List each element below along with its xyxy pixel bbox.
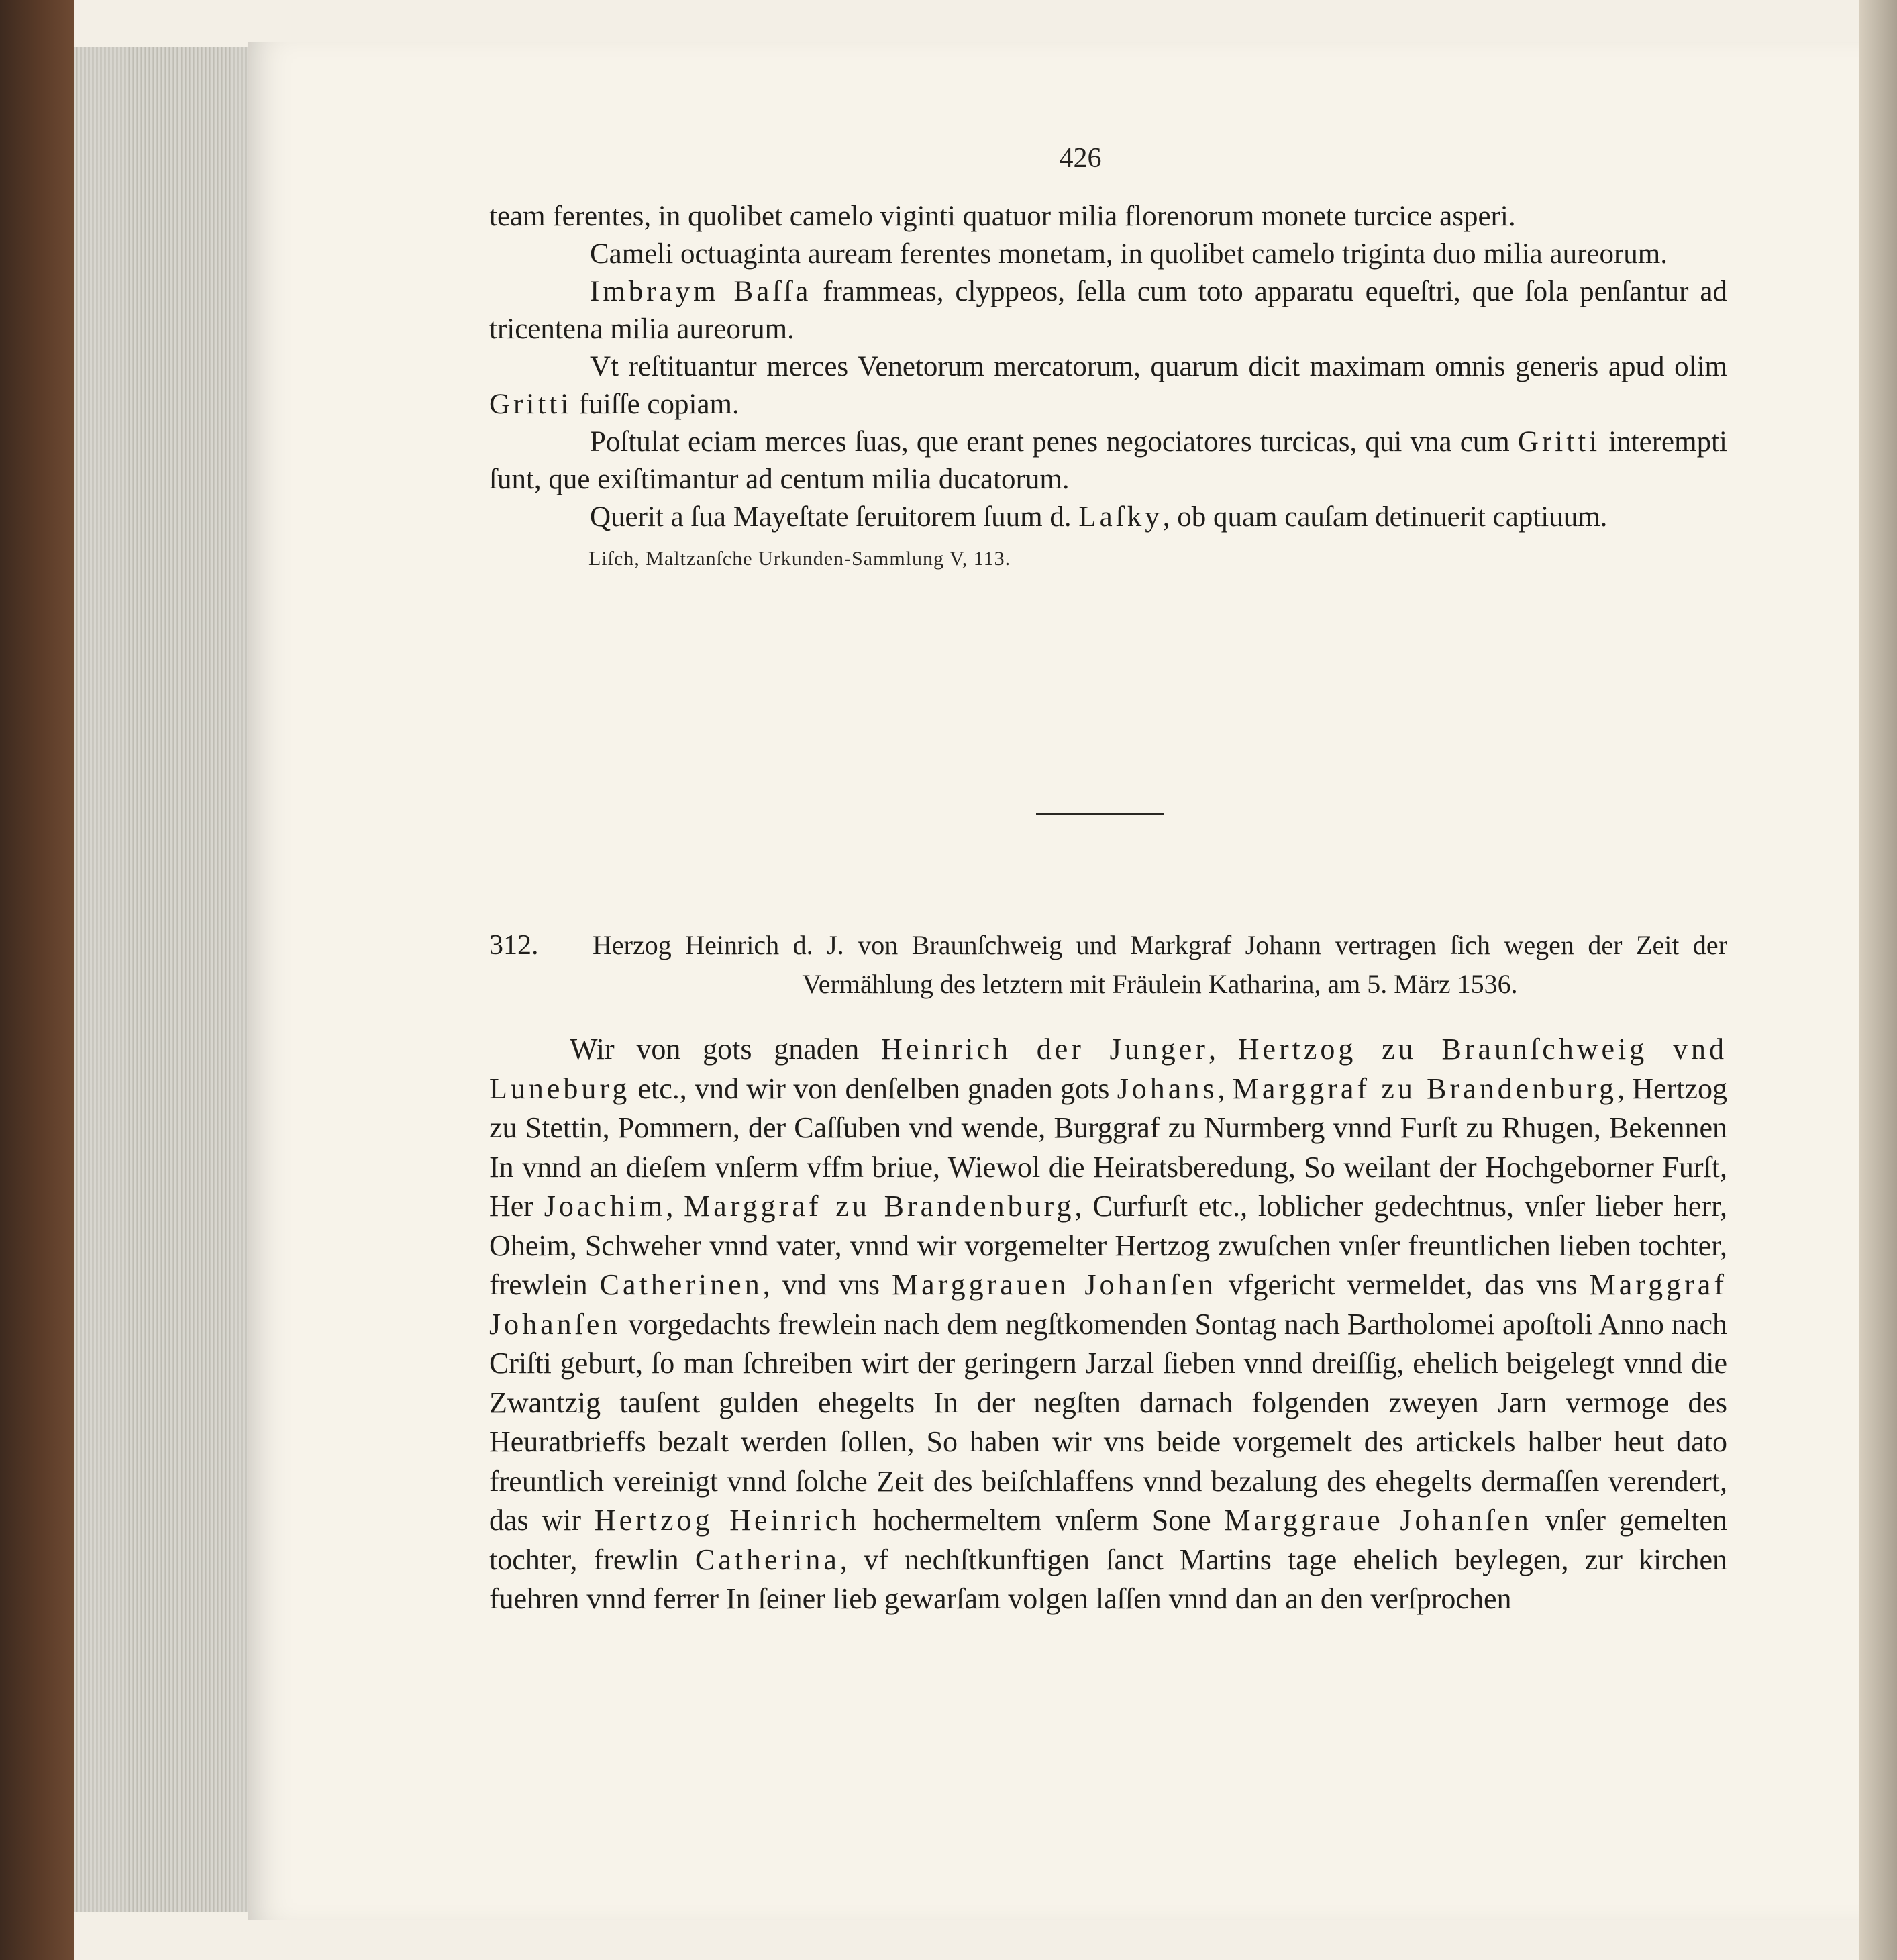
body-paragraph: Wir von gots gnaden Heinrich der Junger, Hertzog zu Braunſchweig vnd Luneburg etc., vnd wir von denſelben gnaden gots Johans, Marggraf zu Brandenburg, Hertzog zu Stettin, Pommern, der Caſſuben vnd wende, Burggraf zu Nurmberg vnnd Furſt zu Rhugen, Bekennen In vnnd an dieſem vnſerm vffm briue, Wiewol die Heiratsberedung, So weilant der Hochgeborner Furſt, Her Joachim, Marggraf zu Brandenburg, Curfurſt etc., loblicher gedechtnus, vnſer lieber herr, Oheim, Schweher vnnd vater, vnnd wir vorgemelter Hertzog zwuſchen vnſer freuntlichen lieben tochter, frewlein Catherinen, vnd vns Marggrauen Johanſen vfgericht vermeldet, das vns Marggraf Johanſen vorgedachts frewlein nach dem negſtkomenden Sontag nach Bartholomei apoſtoli Anno nach Criſti geburt, ſo man ſchreiben wirt der geringern Jarzal ſieben vnnd dreiſſig, ehelich beigelegt vnnd die Zwantzig tauſent gulden ehegelts In der negſten darnach folgenden zweyen Jarn vermoge des Heuratbrieffs bezalt werden ſollen, So haben wir vns beide vorgemelt des artickels halber heut dato freuntlich vereinigt vnnd ſolche Zeit des beiſchlaffens vnnd bezalung des ehegelts dermaſſen verendert, das wir Hertzog Heinrich hochermeltem vnſerm Sone Marggraue Johanſen vnſer gemelten tochter, frewlin Catherina, vf nechſtkunftigen ſanct Martins tage ehelich beylegen, zur kirchen fuehren vnnd ferrer In ſeiner lieb gewarſam volgen laſſen vnnd dan an den verſprochen — [489, 1033, 1728, 1615]
page-stack-edges — [74, 47, 248, 1912]
document-title: Herzog Heinrich d. J. von Braunſchweig und Markgraf Johann vertragen ſich wegen der Zeit der Vermählung des letztern mit Fräulein Katharina, am 5. März 1536. — [593, 930, 1727, 999]
spaced-name: Laſky — [1078, 501, 1163, 533]
spaced-name: Heinrich der Junger — [881, 1033, 1209, 1066]
spaced-name: Marggraf zu Brandenburg — [1232, 1072, 1618, 1105]
spaced-name: Marggraue Johanſen — [1224, 1504, 1532, 1537]
paragraph: Poſtulat eciam merces ſuas, que erant penes negociatores turcicas, qui vna cum Gritti interempti ſunt, que exiſtimantur ad centum milia ducatorum. — [489, 426, 1727, 495]
spaced-name: Marggraf Johanſen — [489, 1268, 1727, 1341]
paragraph: Cameli octuaginta auream ferentes monetam, in quolibet camelo triginta duo milia aureorum. — [590, 238, 1668, 270]
spaced-name: Hertzog Heinrich — [594, 1504, 860, 1537]
spaced-name: Hertzog zu Braunſchweig vnd Luneburg — [489, 1033, 1728, 1105]
paragraph: Imbraym Baſſa frammeas, clyppeos, ſella cum toto apparatu equeſtri, que ſola penſantur ad tricentena milia aureorum. — [489, 276, 1727, 345]
document-body — [489, 1030, 1727, 1619]
top-text-section — [489, 198, 1727, 578]
spaced-name: Catherinen — [599, 1268, 763, 1301]
paragraph: team ferentes, in quolibet camelo viginti quatuor milia florenorum monete turcice asperi. — [489, 201, 1516, 232]
spaced-name: Johans — [1117, 1072, 1218, 1105]
document-number: 312. — [489, 930, 539, 961]
spaced-name: Gritti — [1517, 426, 1601, 458]
source-citation: Liſch, Maltzanſche Urkunden-Sammlung V, 113. — [588, 548, 1011, 570]
book-binding-left — [0, 0, 74, 1960]
book-edge-right — [1859, 0, 1897, 1960]
paragraph: Vt reſtituantur merces Venetorum mercatorum, quarum dicit maximam omnis generis apud olim Gritti fuiſſe copiam. — [489, 351, 1727, 420]
spaced-name: Marggrauen Johanſen — [892, 1268, 1217, 1301]
paragraph: Querit a ſua Mayeſtate ſeruitorem ſuum d. Laſky, ob quam cauſam detinuerit captiuum. — [590, 501, 1608, 533]
spaced-name: Joachim — [544, 1190, 666, 1223]
section-divider — [1036, 813, 1164, 815]
page-number: 426 — [1059, 143, 1102, 174]
spaced-name: Imbraym Baſſa — [590, 276, 812, 307]
spaced-name: Gritti — [489, 389, 572, 420]
document-heading — [489, 926, 1727, 1004]
spaced-name: Marggraf zu Brandenburg — [684, 1190, 1075, 1223]
spaced-name: Catherina — [695, 1543, 840, 1576]
